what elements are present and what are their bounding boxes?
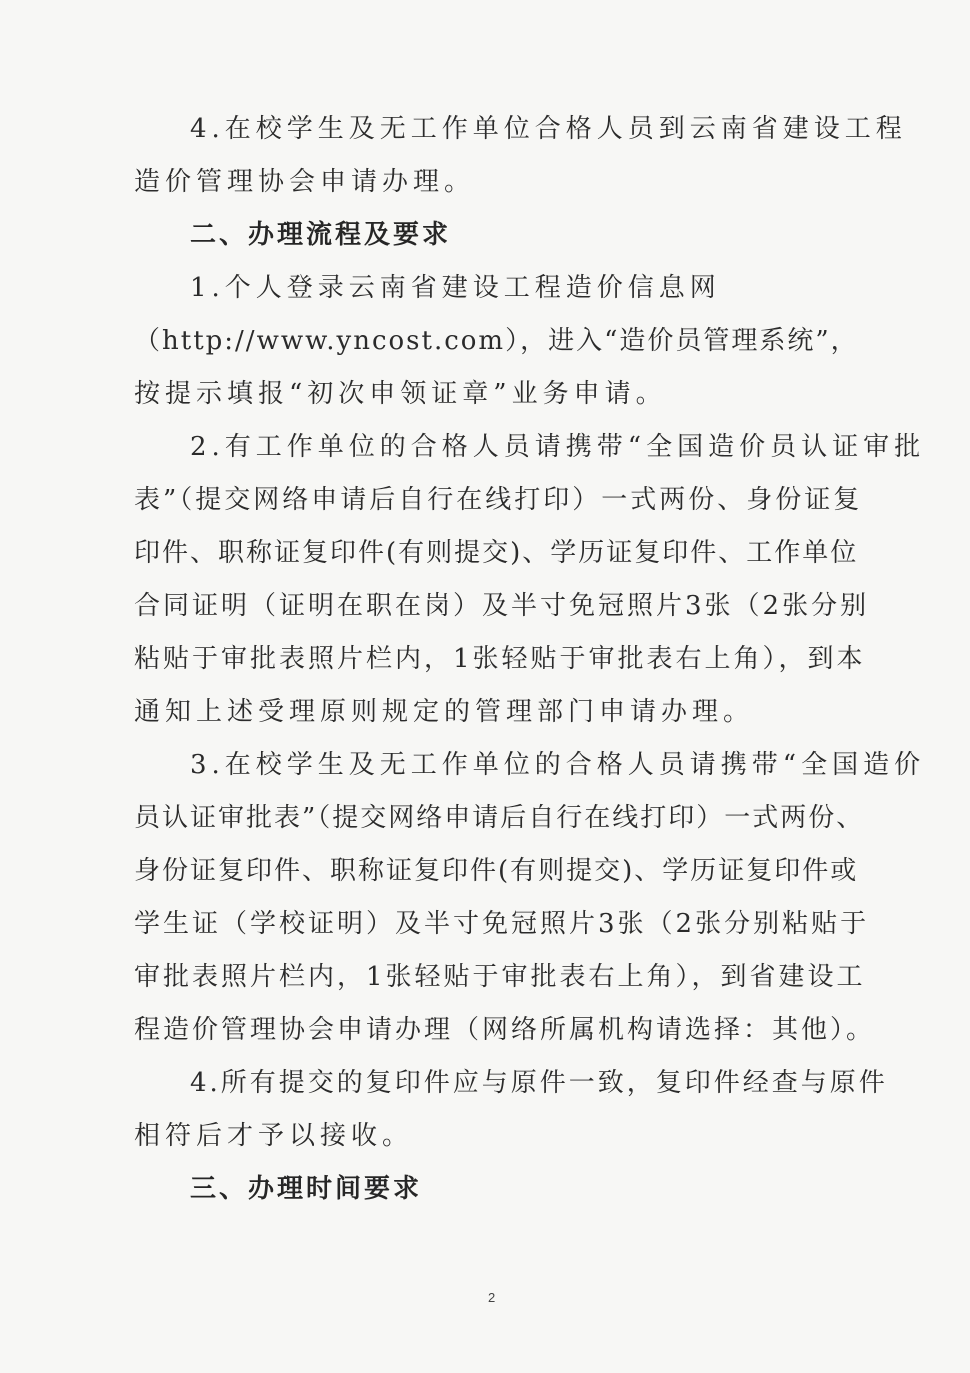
paragraph-line: 合同证明（证明在职在岗）及半寸免冠照片3张（2张分别 (134, 591, 870, 621)
paragraph-line: 印件、职称证复印件(有则提交)、学历证复印件、工作单位 (134, 538, 859, 568)
paragraph-line: 按提示填报“初次申领证章”业务申请。 (134, 379, 667, 409)
paragraph-line: 3.在校学生及无工作单位的合格人员请携带“全国造价 (190, 750, 926, 780)
paragraph-line: 相符后才予以接收。 (134, 1121, 414, 1151)
section-heading-3: 三、办理时间要求 (190, 1174, 423, 1204)
paragraph-line: 4.所有提交的复印件应与原件一致，复印件经查与原件 (190, 1068, 888, 1098)
paragraph-line: 2.有工作单位的合格人员请携带“全国造价员认证审批 (190, 432, 926, 462)
paragraph-line: 1.个人登录云南省建设工程造价信息网 (190, 273, 721, 303)
section-heading-2: 二、办理流程及要求 (190, 220, 452, 250)
paragraph-line: 粘贴于审批表照片栏内，1张轻贴于审批表右上角），到本 (134, 644, 866, 674)
paragraph-line: 造价管理协会申请办理。 (134, 167, 476, 197)
paragraph-line: 员认证审批表”（提交网络申请后自行在线打印）一式两份、 (134, 803, 865, 833)
paragraph-line: 4.在校学生及无工作单位合格人员到云南省建设工程 (190, 114, 907, 144)
paragraph-line: 程造价管理协会申请办理（网络所属机构请选择：其他）。 (134, 1015, 876, 1045)
paragraph-line: 身份证复印件、职称证复印件(有则提交)、学历证复印件或 (134, 856, 859, 886)
paragraph-line: 通知上述受理原则规定的管理部门申请办理。 (134, 697, 755, 727)
page-number: 2 (488, 1290, 496, 1305)
paragraph-line: 审批表照片栏内，1张轻贴于审批表右上角），到省建设工 (134, 962, 866, 992)
paragraph-line: 学生证（学校证明）及半寸免冠照片3张（2张分别粘贴于 (134, 909, 870, 939)
paragraph-line: 表”（提交网络申请后自行在线打印）一式两份、身份证复 (134, 485, 863, 515)
paragraph-line-url: （http://www.yncost.com），进入“造价员管理系统”， (134, 326, 859, 356)
